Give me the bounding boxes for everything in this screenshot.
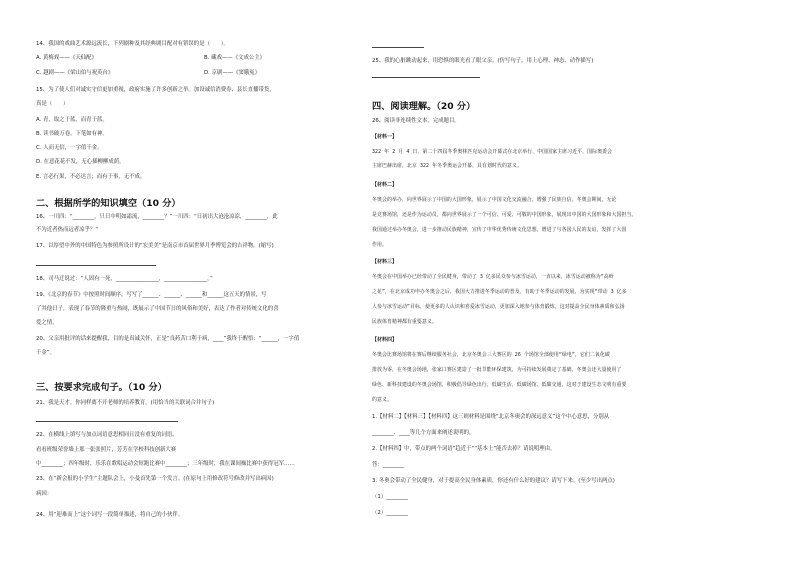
q15-stem-line2: 真是（ ） bbox=[36, 101, 69, 107]
section-3-title: 三、按要求完成句子。（10 分） bbox=[36, 382, 167, 393]
q19-line2: 了其他日子，表现了春节的隆重与热闹，既展示了中国节日的风俗和美好，表达了作者对传统文化的喜 bbox=[36, 306, 279, 312]
q16-line2: 不为近者热而远者凉乎？” bbox=[36, 227, 99, 233]
q14-option-c: C. 越剧——《梁山伯与祝英台》 bbox=[36, 70, 114, 76]
material-2-line2: 是竞赛场馆，还是作为运动员，都向世界展示了一个可信、可爱、可敬的中国形象，展现出中国的大国形象和大国担当。 bbox=[372, 212, 637, 218]
q17-stem: 17、以厚望中外的中国特色为参照所设计的“宏美美”是南京市首届世界月季博览会的吉祥物。(缩写) bbox=[36, 243, 274, 249]
material-2-title: 【材料二】 bbox=[372, 182, 398, 188]
q16-line1: 16、一川四：“________，只日中明如霜流，________？”一川四：“日初出大沧沧凉凉，________，此 bbox=[36, 214, 278, 220]
section-4-title: 四、阅读理解。（20 分） bbox=[372, 101, 476, 112]
material-3-line3: 人参与冰雪运动”目标，使更多的人认识和喜爱冰雪运动，更加深入地参与体育锻炼，这对提高全民身体素质和弘扬 bbox=[372, 304, 625, 310]
q21-answer-line[interactable] bbox=[36, 421, 178, 422]
question-3-answer-2: （2）________ bbox=[372, 510, 408, 516]
q22-line3: 中________；四年级时，乐乐在歌唱运动会短跑比赛中________；三年级时，我在课间操比赛中获得冠军…… bbox=[36, 461, 295, 467]
q20-line1: 20、父亲用批评的话来提醒我，目的是真诚关怀，正是“良药苦口利于病，____”我终于醒悟：“______，一字值 bbox=[36, 336, 300, 342]
material-1-line1: 322 年 2 月 4 日，第二十四届冬季奥林匹克运动会开幕式在北京举行，中国国家主席习近平，国际奥委会 bbox=[372, 149, 613, 155]
q14-stem: 14、我国的戏曲艺术源远流长，下列剧种及其经典剧目配对有错误的是（ ）。 bbox=[36, 41, 229, 47]
q24-answer-line[interactable] bbox=[372, 47, 424, 48]
q21-stem: 21、我是天才。你同样离不开老师的培养教育。(用恰当的关联词合并句子) bbox=[36, 400, 215, 406]
material-2-line1: 冬奥会的举办，向世界展示了中国的大国形象，展示了中国文化交流融合，增强了民族自信，冬奥会期间，无论 bbox=[372, 197, 617, 203]
q15-option-d: D. 在意花花不发，无心插柳柳成荫。 bbox=[36, 159, 125, 165]
question-1-line2: ________、____等几个方面来阐述说明的。 bbox=[372, 430, 475, 436]
q22-line1: 22、在横线上填写与加点词语意思相同且没有重复的词语。 bbox=[36, 432, 178, 438]
q20-line2: 千金”。 bbox=[36, 350, 55, 356]
q15-option-a: A. 青，取之于蓝，而青于蓝。 bbox=[36, 117, 108, 123]
q14-option-b: B. 藏戏——《文成公主》 bbox=[204, 55, 266, 61]
q18-stem: 18、司马迁说过：“人固有一死，________________，________________。” bbox=[36, 276, 213, 282]
q25-answer-line[interactable] bbox=[372, 77, 480, 78]
question-3-answer-1: （1）________ bbox=[372, 494, 408, 500]
material-3-line2: 之花”，在北京成功申办冬奥会之后，我国大力推进冬季运动的普及，有助于冬季运动的发展，为实现“带动 3 亿多 bbox=[372, 289, 627, 295]
q25-stem: 25、我的心脏跳动起来，用恐惧的眼光看了眼父亲。(仿写句子，用上心理、神态、动作描写) bbox=[372, 58, 594, 64]
material-4-title: 【材料四】 bbox=[372, 337, 398, 343]
q14-option-d: D. 京剧——《窦娥冤》 bbox=[204, 70, 261, 76]
material-4-line1: 冬奥会比赛场馆将在赛后继续服务社会，北京冬奥会三大赛区的 26 个场馆全部使用“绿电”，它们二氧化碳 bbox=[372, 352, 610, 358]
question-2-stem: 2.【材料四】中，带点的两个词语“趋近于”“基本上”能否去掉？请说明理由。 bbox=[372, 446, 556, 452]
q17-answer-line[interactable] bbox=[36, 265, 156, 266]
section-2-title: 二、根据所学的知识填空（10 分） bbox=[36, 198, 181, 209]
q19-line1: 19、《北京的春节》中按照时间顺序，写写了______、______、______和______这五天的情景，写 bbox=[36, 292, 267, 298]
q15-option-c: C. 人而无信，一字值千金。 bbox=[36, 145, 103, 151]
q23-line1: 23、在“新会报的小学生”主题队会上，小曼首先第一个发言。(在原句上用修改符号修改并写出病因) bbox=[36, 476, 274, 482]
question-2-answer: 答：________ bbox=[372, 462, 405, 468]
material-4-line3: 绿色、新科技建设的冬奥会场馆，积极倡导绿色出行，低碳生活，低碳场馆、低碳交通，这对于建设生态文明有重要 bbox=[372, 382, 627, 388]
material-3-title: 【材料三】 bbox=[372, 259, 398, 265]
material-1-title: 【材料一】 bbox=[372, 134, 398, 140]
q26-stem: 26、阅读非连续性文本，完成题目。 bbox=[372, 118, 460, 124]
question-3-stem: 3. 冬奥会带动了全民健身，对于提高全民身体素质，你还有什么好的建议？请写下来。(至少写出两点) bbox=[372, 478, 615, 484]
q15-stem-line1: 15、为了使人们对诚实守信更加重视，政府实施了许多创新之举。加设诚信消费券、县长直播带货， bbox=[36, 87, 275, 93]
material-3-line1: 冬奥会在中国举办已经带动了全民健身，带动了 3 亿多民众参与冰雪运动，一直以来，冰雪运动被称为“高岭 bbox=[372, 274, 614, 280]
q14-option-a: A. 黄梅戏——《天仙配》 bbox=[36, 55, 97, 61]
question-1-line1: 1.【材料二】【材料三】【材料四】这三则材料是围绕“北京冬奥会的深远意义”这个中心意思，分别从 bbox=[372, 414, 610, 420]
material-4-line2: 排放为零，在冬奥会场地，张家口赛区建造了一批节能环保建筑，为可持续发展奠定了基础，冬奥会还大量使用了 bbox=[372, 367, 622, 373]
material-3-line4: 民族体育精神都有重要意义。 bbox=[372, 319, 437, 325]
q23-line2: 病因： bbox=[36, 491, 53, 497]
q22-line2: 看看班级荣誉墙上那一张张照片，芳芳在学校科技创新大赛 bbox=[36, 447, 177, 453]
material-4-line4: 的意义。 bbox=[372, 397, 392, 403]
material-2-line4: 作用。 bbox=[372, 242, 387, 248]
material-2-line3: 我国通过举办冬奥会，进一步推动民族精神，宣传了中华优秀传统文化思想，增进了与各国人民的友谊，发挥了大国 bbox=[372, 227, 627, 233]
q15-option-b: B. 读书破万卷，下笔如有神。 bbox=[36, 131, 108, 137]
q15-option-e: E. 言必行果，不必达言；而有于事，无不成。 bbox=[36, 174, 146, 180]
material-1-line2: 主席巴赫出席，北京 322 年冬季奥运会开幕，具有划时代的意义。 bbox=[372, 163, 522, 169]
q24-stem: 24、用“迎难而上”这个词写一段简单描述，将自己的小伙伴。 bbox=[36, 512, 184, 518]
q19-line3: 爱之情。 bbox=[36, 320, 58, 326]
